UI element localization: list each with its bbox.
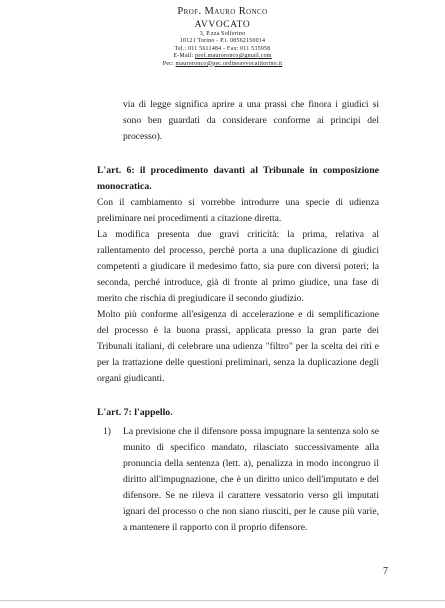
letterhead-name: Prof. Mauro Ronco	[177, 6, 268, 17]
paragraph-art6-intro: Con il cambiamento si vorrebbe introdurre una specie di udienza preliminare nei procedimenti a citazione diretta.	[97, 197, 379, 224]
section-heading-art7: L'art. 7: l'appello.	[97, 407, 173, 418]
paragraph-art6-criticities: La modifica presenta due gravi criticità: la prima, relativa al rallentamento del processo, perché porta a una duplicazione di giudici competenti a giudicare il medesimo fatto, sia pure con diversi poteri; la seconda, perché introduce, già di fronte al primo giudice, una fase di merito che rischia di pregiudicare il secondo giudizio.	[97, 229, 379, 304]
list-item-number: 1)	[103, 426, 111, 437]
list-item-text: La previsione che il difensore possa impugnare la sentenza solo se munito di specifico mandato, rilasciato successivamente alla pronuncia della sentenza (lett. a), penalizza in modo incongruo il diritto all'impugnazione, che è un diritto unico dell'imputato e del difensore. Se ne rileva il carattere vessatorio verso gli imputati ignari del processo o che non siano riusciti, per le cause più varie, a mantenere il rapporto con il proprio difensore.	[123, 426, 379, 533]
page-number: 7	[383, 566, 388, 577]
email-link[interactable]: prof.mauroronco@gmail.com	[195, 53, 272, 60]
email-label: E-Mail:	[173, 53, 196, 60]
paragraph-art6-prassi: Molto più conforme all'esigenza di accelerazione e di semplificazione del processo è la buona prassi, applicata presso la gran parte dei Tribunali italiani, di celebrare una udienza "filtro" per la scelta dei riti e per la trattazione delle questioni preliminari, senza la duplicazione degli organi giudicanti.	[97, 309, 379, 384]
letterhead-role: AVVOCATO	[194, 20, 251, 30]
pec-link[interactable]: mauroronco@pec.ordineavvocatitorino.it	[175, 60, 283, 67]
pec-label: Pec:	[162, 60, 176, 67]
page-bottom-divider	[0, 600, 445, 601]
letterhead-city: 10121 Torino - P.i. 08562150014	[179, 38, 266, 45]
section-heading-art6: L'art. 6: il procedimento davanti al Tribunale in composizione monocratica.	[97, 165, 379, 192]
letterhead-email-line	[0, 53, 445, 60]
letterhead-phones: Tel.: 011 5611484 - Fax: 011 535958	[174, 45, 271, 52]
letterhead-address: 3, P.zza Solferino	[199, 31, 246, 37]
letterhead-pec-line	[0, 61, 445, 68]
paragraph-continuation: via di legge significa aprire a una prassi che finora i giudici si sono ben guardati da considerare conforme ai principi del processo).	[123, 99, 379, 142]
letterhead	[0, 5, 445, 68]
